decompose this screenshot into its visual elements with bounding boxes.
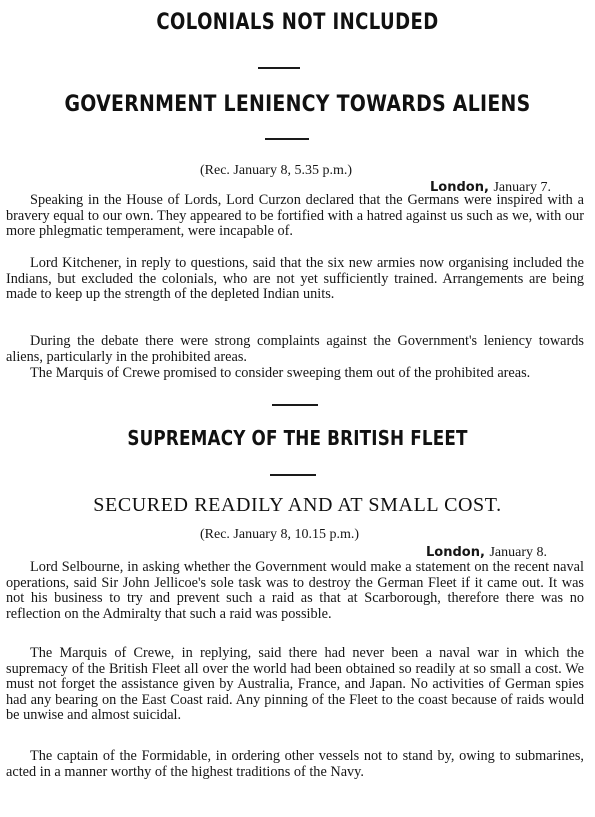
divider-rule xyxy=(258,67,300,69)
paragraph: During the debate there were strong complaints against the Government's leniency towards aliens, particularly in the prohibited areas. xyxy=(6,333,584,365)
paragraph: The Marquis of Crewe, in replying, said there had never been a naval war in which the supremacy of the British Fleet all over the world had been obtained so readily at so small a cost. We must not forget the assistance given by Australia, France, and Japan. No activities of German spies had any bearing on the East Coast raid. Any pinning of the Fleet to the coast because of raids would be unwise and almost suicidal. xyxy=(6,645,584,724)
divider-rule xyxy=(272,404,318,406)
received-time: (Rec. January 8, 5.35 p.m.) xyxy=(200,163,353,178)
place-name: London, xyxy=(430,180,489,195)
divider-rule xyxy=(270,474,316,476)
headline-supremacy: SUPREMACY OF THE BRITISH FLEET xyxy=(127,426,468,450)
divider-rule xyxy=(265,138,309,140)
subheadline-leniency: GOVERNMENT LENIENCY TOWARDS ALIENS xyxy=(64,92,531,117)
paragraph: Speaking in the House of Lords, Lord Curzon declared that the Germans were inspired with a bravery equal to our own. They appeared to be fortified with a hatred against us such as we, with our more phlegmatic temperament, were incapable of. xyxy=(6,192,584,240)
date-text: January 8. xyxy=(489,545,547,560)
place-name: London, xyxy=(426,545,485,560)
subheadline-secured: SECURED READILY AND AT SMALL COST. xyxy=(93,494,502,516)
headline-colonials: COLONIALS NOT INCLUDED xyxy=(156,10,439,35)
received-time: (Rec. January 8, 10.15 p.m.) xyxy=(200,527,360,542)
paragraph: Lord Selbourne, in asking whether the Government would make a statement on the recent naval operations, said Sir John Jellicoe's sole task was to destroy the German Fleet if it came out. It was not his business to try and prevent such a raid as that at Scarborough, therefore there was no reflection on the Admiralty that such a raid was possible. xyxy=(6,559,584,622)
date-text: January 7. xyxy=(493,180,551,195)
paragraph: Lord Kitchener, in reply to questions, said that the six new armies now organising included the Indians, but excluded the colonials, who are not yet sufficiently trained. Arrangements are being made to keep up the strength of the depleted Indian units. xyxy=(6,255,584,303)
paragraph: The captain of the Formidable, in ordering other vessels not to stand by, owing to submarines, acted in a manner worthy of the highest traditions of the Navy. xyxy=(6,748,584,780)
paragraph: The Marquis of Crewe promised to consider sweeping them out of the prohibited areas. xyxy=(30,365,531,381)
